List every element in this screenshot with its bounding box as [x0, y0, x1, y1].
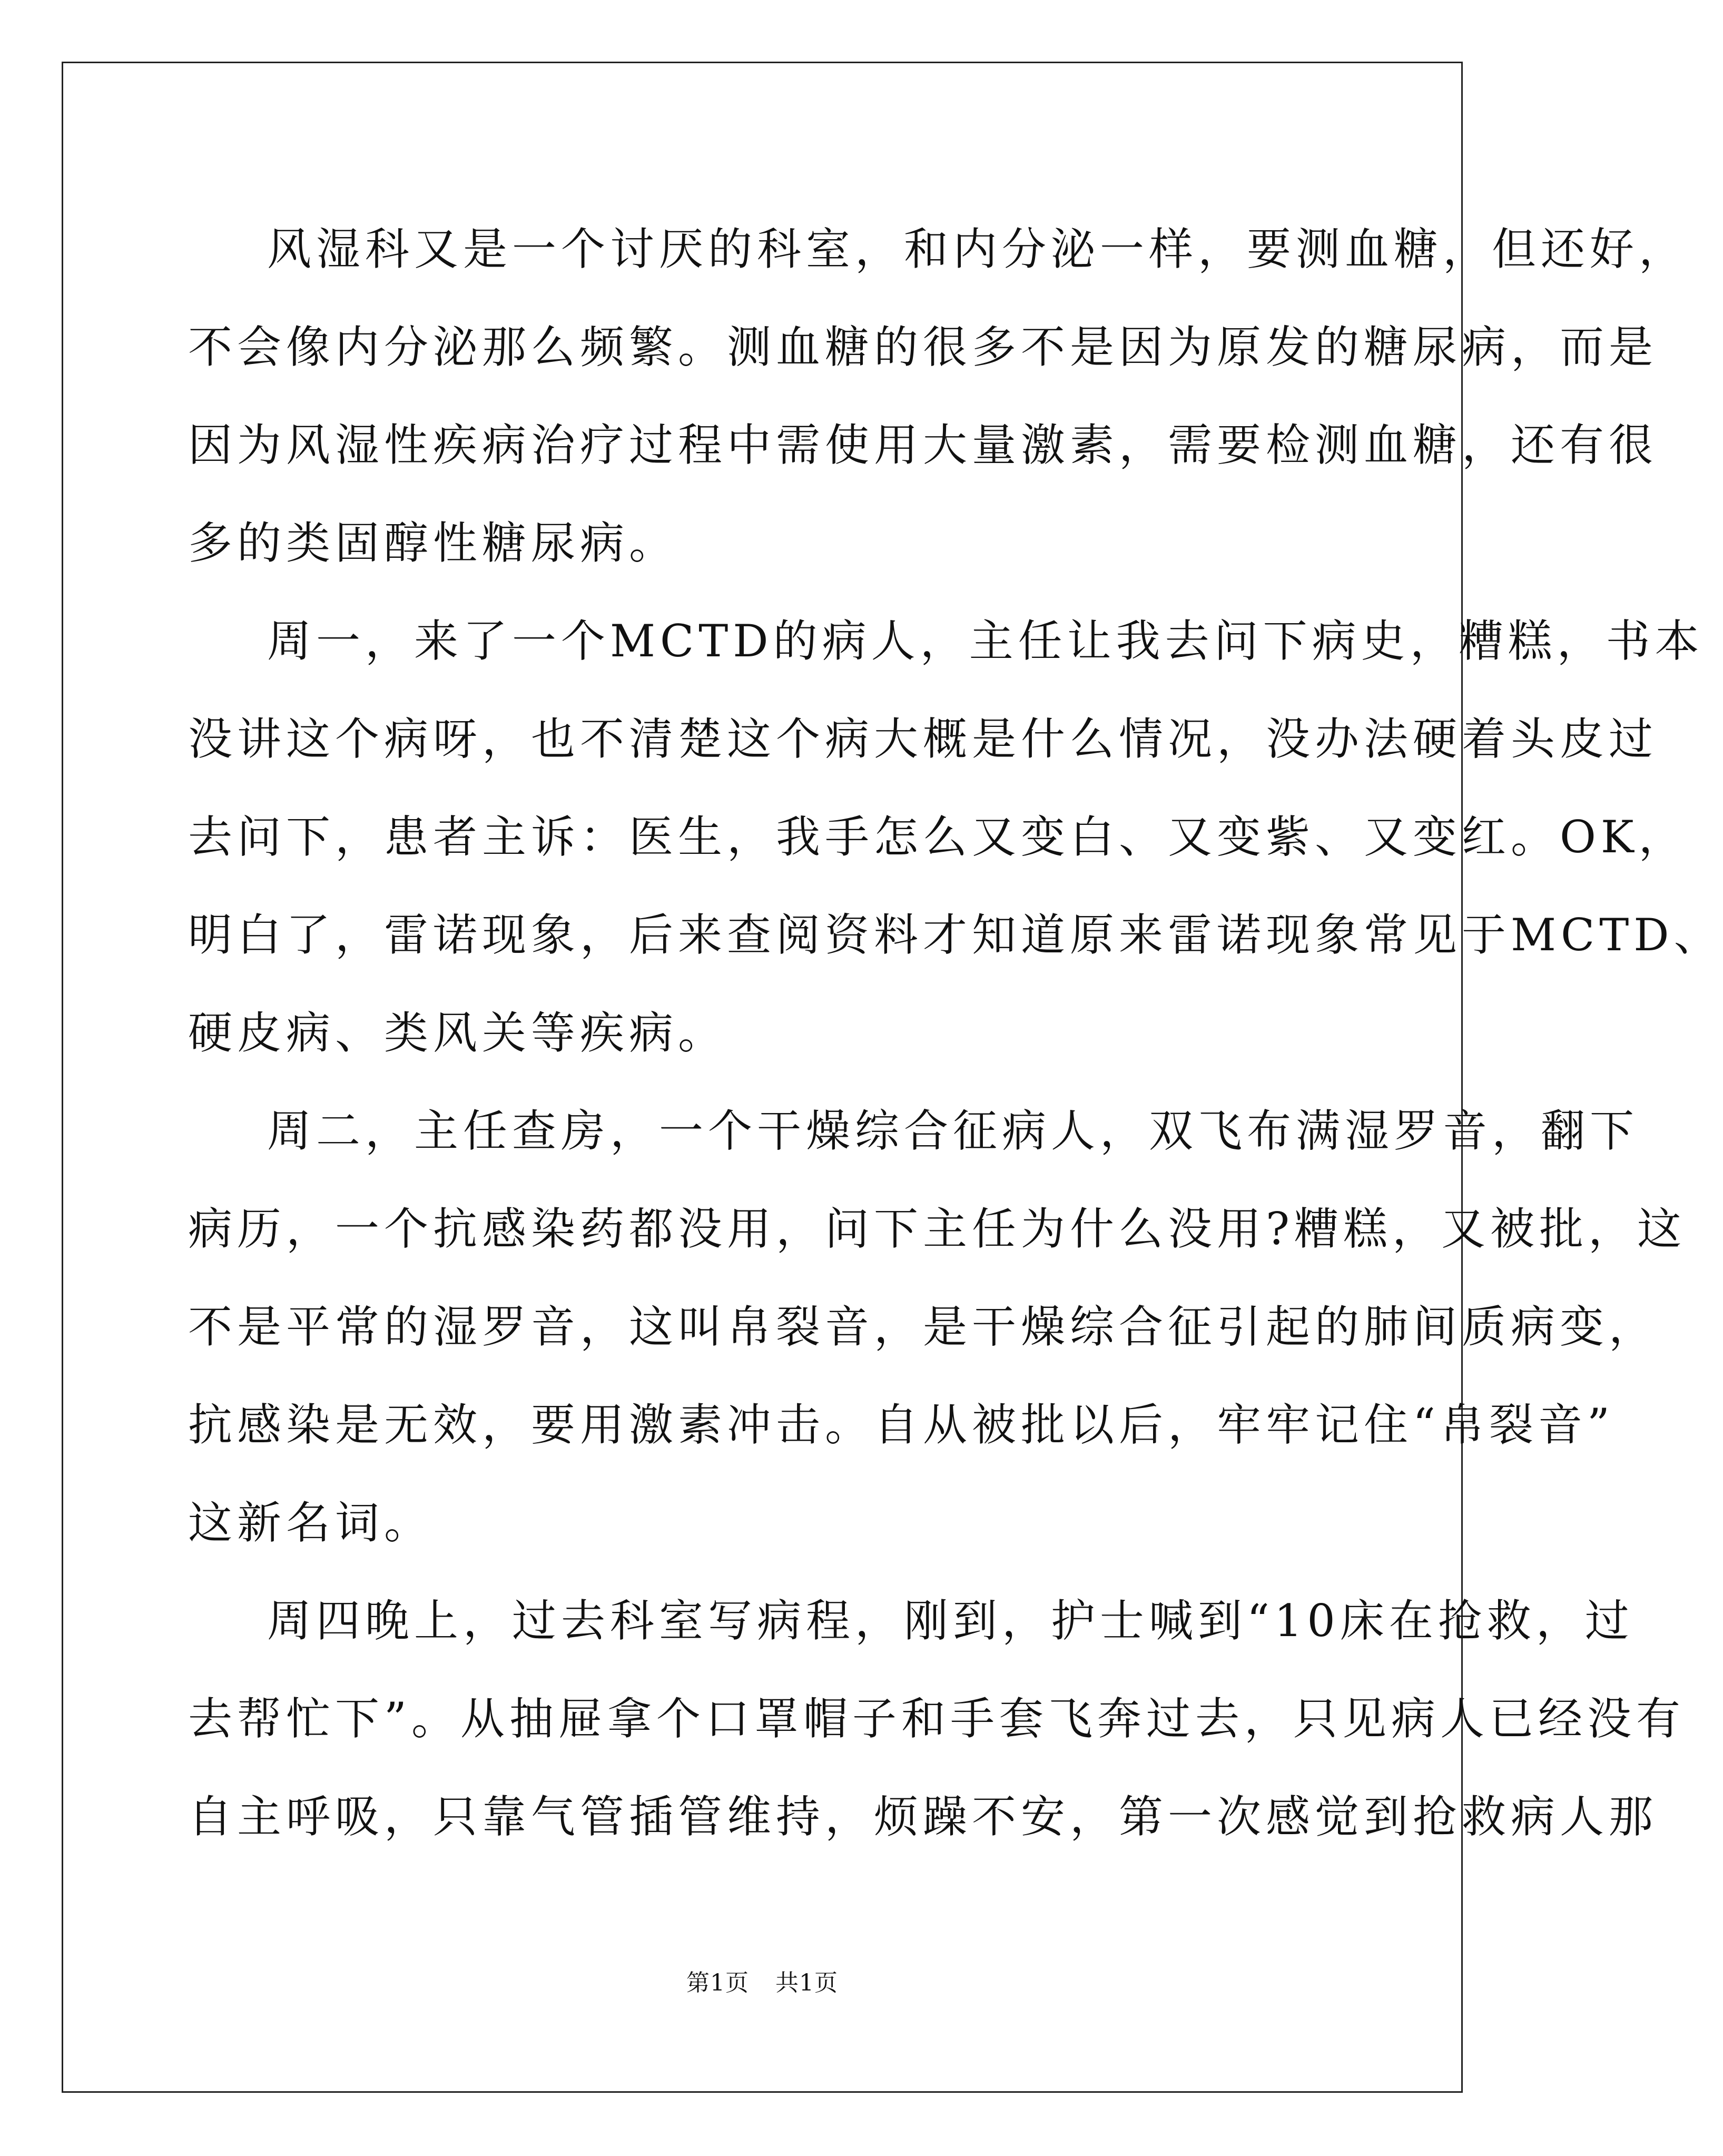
page-total: 共1页: [775, 1970, 838, 1996]
text-line: 病历，一个抗感染药都没用，问下主任为什么没用?糟糕，又被批，这: [188, 1203, 1687, 1255]
text-line: 风湿科又是一个讨厌的科室，和内分泌一样，要测血糖，但还好，: [267, 223, 1688, 275]
text-line: 不会像内分泌那么频繁。测血糖的很多不是因为原发的糖尿病，而是: [188, 321, 1658, 373]
text-line: 没讲这个病呀，也不清楚这个病大概是什么情况，没办法硬着头皮过: [188, 713, 1658, 765]
text-line: 去帮忙下”。从抽屉拿个口罩帽子和手套飞奔过去，只见病人已经没有: [188, 1693, 1685, 1745]
text-line: 硬皮病、类风关等疾病。: [188, 1007, 727, 1059]
text-line: 明白了，雷诺现象，后来查阅资料才知道原来雷诺现象常见于MCTD、: [188, 909, 1723, 961]
document-body: [188, 200, 1723, 1866]
text-line: 多的类固醇性糖尿病。: [188, 517, 678, 569]
page-number: 第1页: [686, 1970, 749, 1996]
text-line: 因为风湿性疾病治疗过程中需使用大量激素，需要检测血糖，还有很: [188, 419, 1658, 471]
text-line: 抗感染是无效，要用激素冲击。自从被批以后，牢牢记住“帛裂音”: [188, 1399, 1614, 1451]
text-line: 自主呼吸，只靠气管插管维持，烦躁不安，第一次感觉到抢救病人那: [188, 1791, 1658, 1843]
text-line: 去问下，患者主诉：医生，我手怎么又变白、又变紫、又变红。OK，: [188, 811, 1688, 863]
text-line: 不是平常的湿罗音，这叫帛裂音，是干燥综合征引起的肺间质病变，: [188, 1301, 1658, 1353]
text-line: 这新名词。: [188, 1497, 434, 1549]
page-footer: [0, 1964, 1524, 1997]
text-line: 周二，主任查房，一个干燥综合征病人，双飞布满湿罗音，翻下: [267, 1105, 1639, 1157]
text-line: 周四晚上，过去科室写病程，刚到，护士喊到“10床在抢救，过: [267, 1595, 1634, 1647]
text-line: 周一，来了一个MCTD的病人，主任让我去问下病史，糟糕，书本: [267, 615, 1704, 667]
